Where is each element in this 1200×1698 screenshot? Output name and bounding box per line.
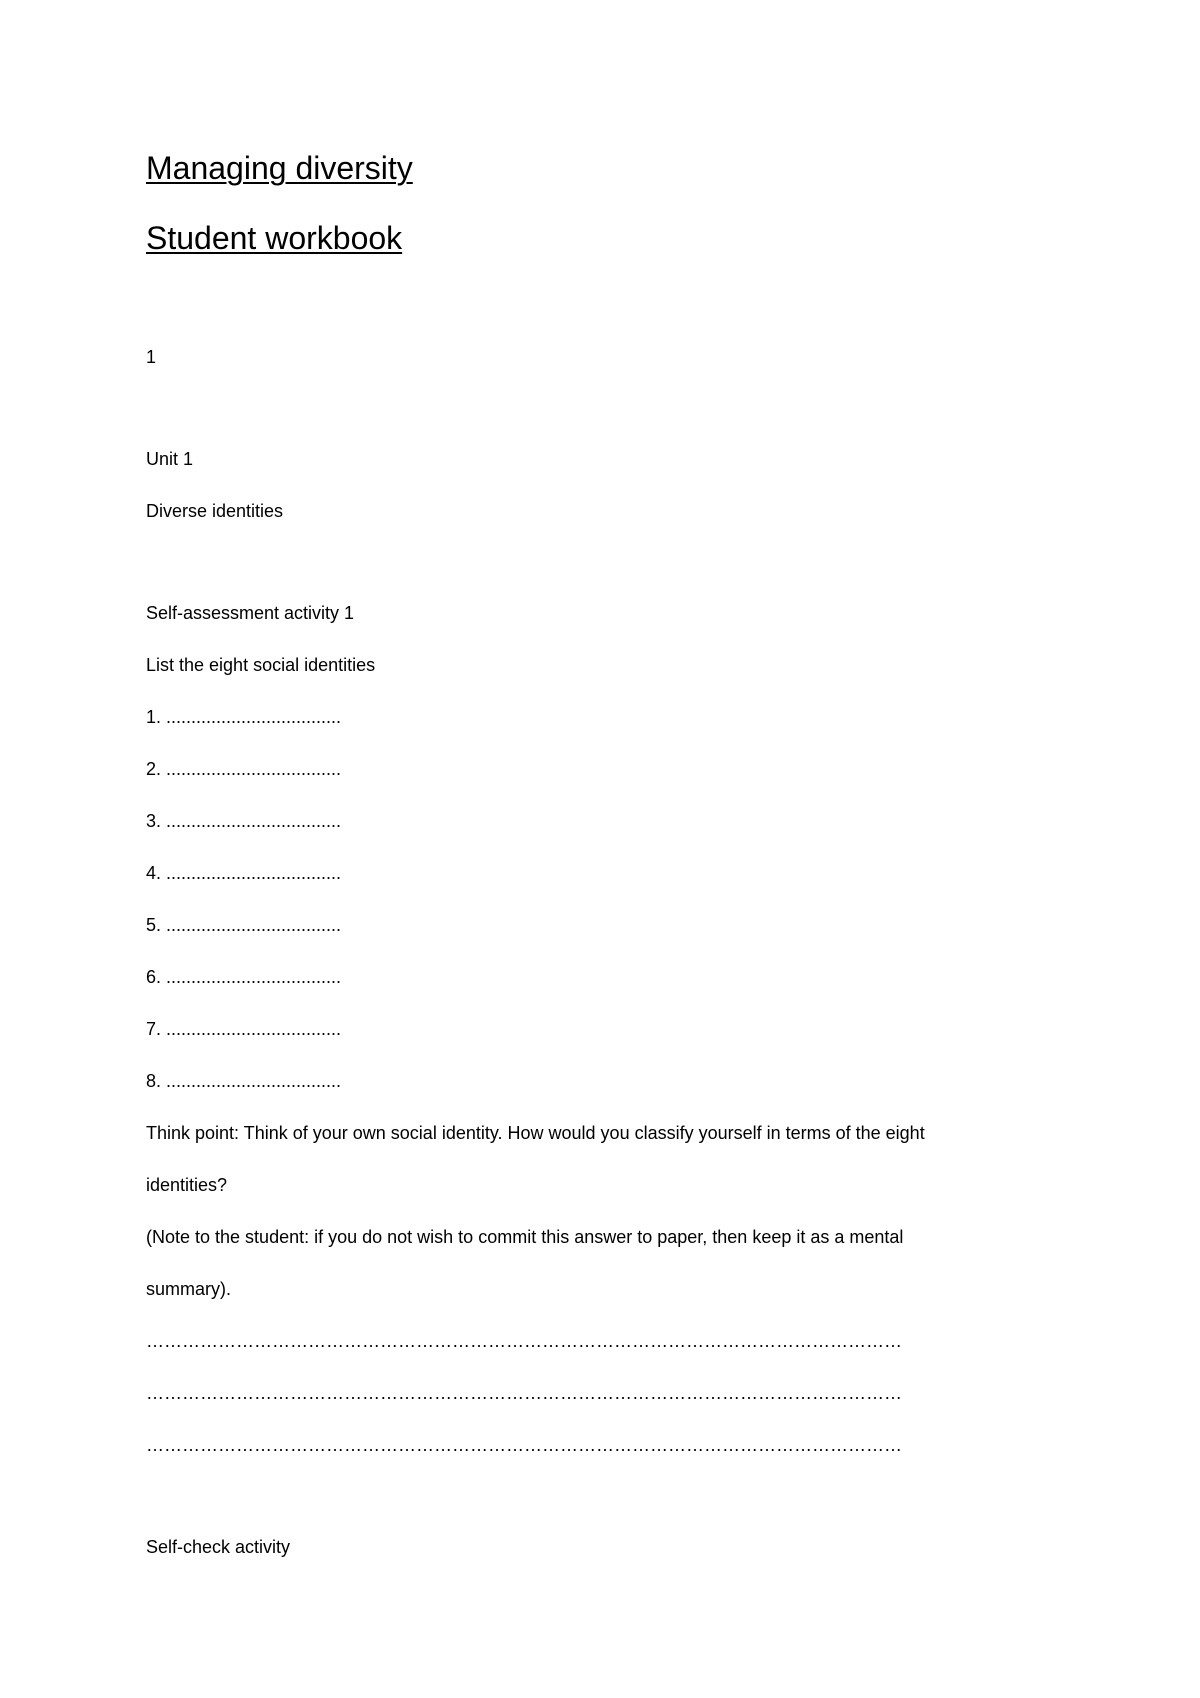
list-item: 4. ................................... [146, 863, 342, 883]
list-item: 3. ................................... [146, 811, 342, 831]
unit-title: Diverse identities [146, 501, 284, 521]
list-item: 2. ................................... [146, 759, 342, 779]
list-item: 8. ................................... [146, 1071, 342, 1091]
think-point-text: Think point: Think of your own social identity. How would you classify yourself in terms of the eight [146, 1123, 925, 1143]
list-item: 5. ................................... [146, 915, 342, 935]
answer-line: ……………………………………………………………………………………………………………… [146, 1435, 902, 1455]
unit-label: Unit 1 [146, 449, 194, 469]
think-point-text-continued: identities? [146, 1175, 228, 1195]
note-text-continued: summary). [146, 1279, 231, 1299]
answer-line: ……………………………………………………………………………………………………………… [146, 1331, 902, 1351]
activity-title: Self-assessment activity 1 [146, 603, 355, 623]
document-subtitle: Student workbook [146, 220, 403, 256]
next-section-title: Self-check activity [146, 1537, 291, 1557]
list-item: 1. ................................... [146, 707, 342, 727]
list-item: 7. ................................... [146, 1019, 342, 1039]
answer-line: ……………………………………………………………………………………………………………… [146, 1383, 902, 1403]
activity-instruction: List the eight social identities [146, 655, 376, 675]
document-title: Managing diversity [146, 150, 413, 186]
page-number: 1 [146, 347, 157, 367]
list-item: 6. ................................... [146, 967, 342, 987]
note-text: (Note to the student: if you do not wish to commit this answer to paper, then keep it as a mental [146, 1227, 904, 1247]
